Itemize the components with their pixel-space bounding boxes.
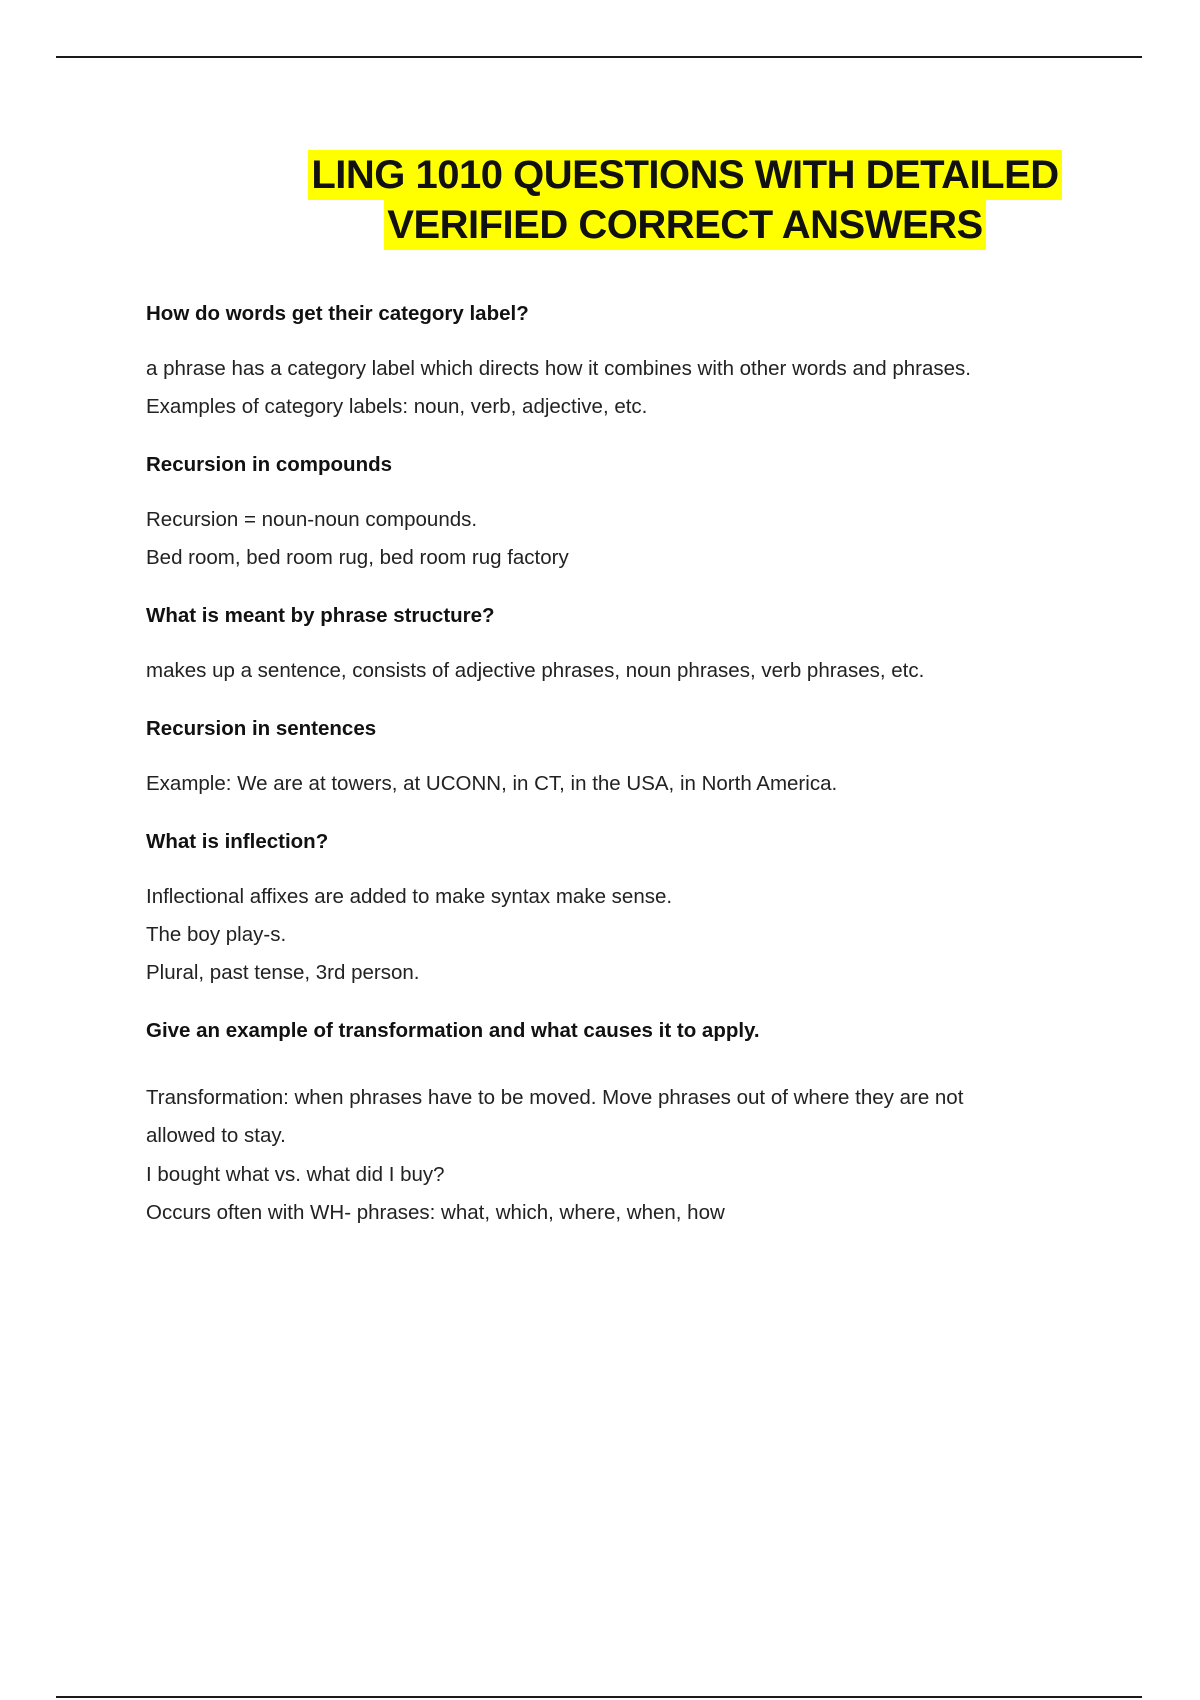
top-rule: [56, 56, 1142, 58]
qa-item-1: [146, 300, 1046, 421]
answer-4-line-1: Example: We are at towers, at UCONN, in CT, in the USA, in North America.: [146, 772, 838, 795]
qa-list: [146, 300, 1046, 1243]
title-line-1: LING 1010 QUESTIONS WITH DETAILED: [308, 150, 1061, 200]
qa-item-2: [146, 451, 1046, 572]
question-2: Recursion in compounds: [146, 453, 393, 476]
question-1: How do words get their category label?: [146, 302, 529, 325]
answer-1-line-2: Examples of category labels: noun, verb, adjective, etc.: [146, 395, 648, 418]
qa-item-3: [146, 602, 1046, 685]
question-5: What is inflection?: [146, 830, 329, 853]
answer-5-line-2: The boy play-s.: [146, 923, 287, 946]
answer-5-line-1: Inflectional affixes are added to make syntax make sense.: [146, 885, 673, 908]
answer-2-line-1: Recursion = noun-noun compounds.: [146, 508, 478, 531]
question-6: Give an example of transformation and what causes it to apply.: [146, 1019, 760, 1042]
question-4: Recursion in sentences: [146, 717, 377, 740]
document-title: [300, 150, 1070, 250]
answer-6-line-1: Transformation: when phrases have to be moved. Move phrases out of where they are not allowed to stay.: [146, 1086, 964, 1147]
answer-3-line-1: makes up a sentence, consists of adjective phrases, noun phrases, verb phrases, etc.: [146, 659, 925, 682]
question-3: What is meant by phrase structure?: [146, 604, 495, 627]
bottom-rule: [56, 1696, 1142, 1698]
answer-6-line-2: I bought what vs. what did I buy?: [146, 1163, 445, 1186]
qa-item-6: [146, 1017, 1046, 1227]
qa-item-5: [146, 828, 1046, 987]
answer-2-line-2: Bed room, bed room rug, bed room rug factory: [146, 546, 569, 569]
title-line-2: VERIFIED CORRECT ANSWERS: [384, 200, 985, 250]
answer-6-line-3: Occurs often with WH- phrases: what, which, where, when, how: [146, 1201, 725, 1224]
qa-item-4: [146, 715, 1046, 798]
answer-1-line-1: a phrase has a category label which directs how it combines with other words and phrases.: [146, 357, 971, 380]
answer-5-line-3: Plural, past tense, 3rd person.: [146, 961, 420, 984]
